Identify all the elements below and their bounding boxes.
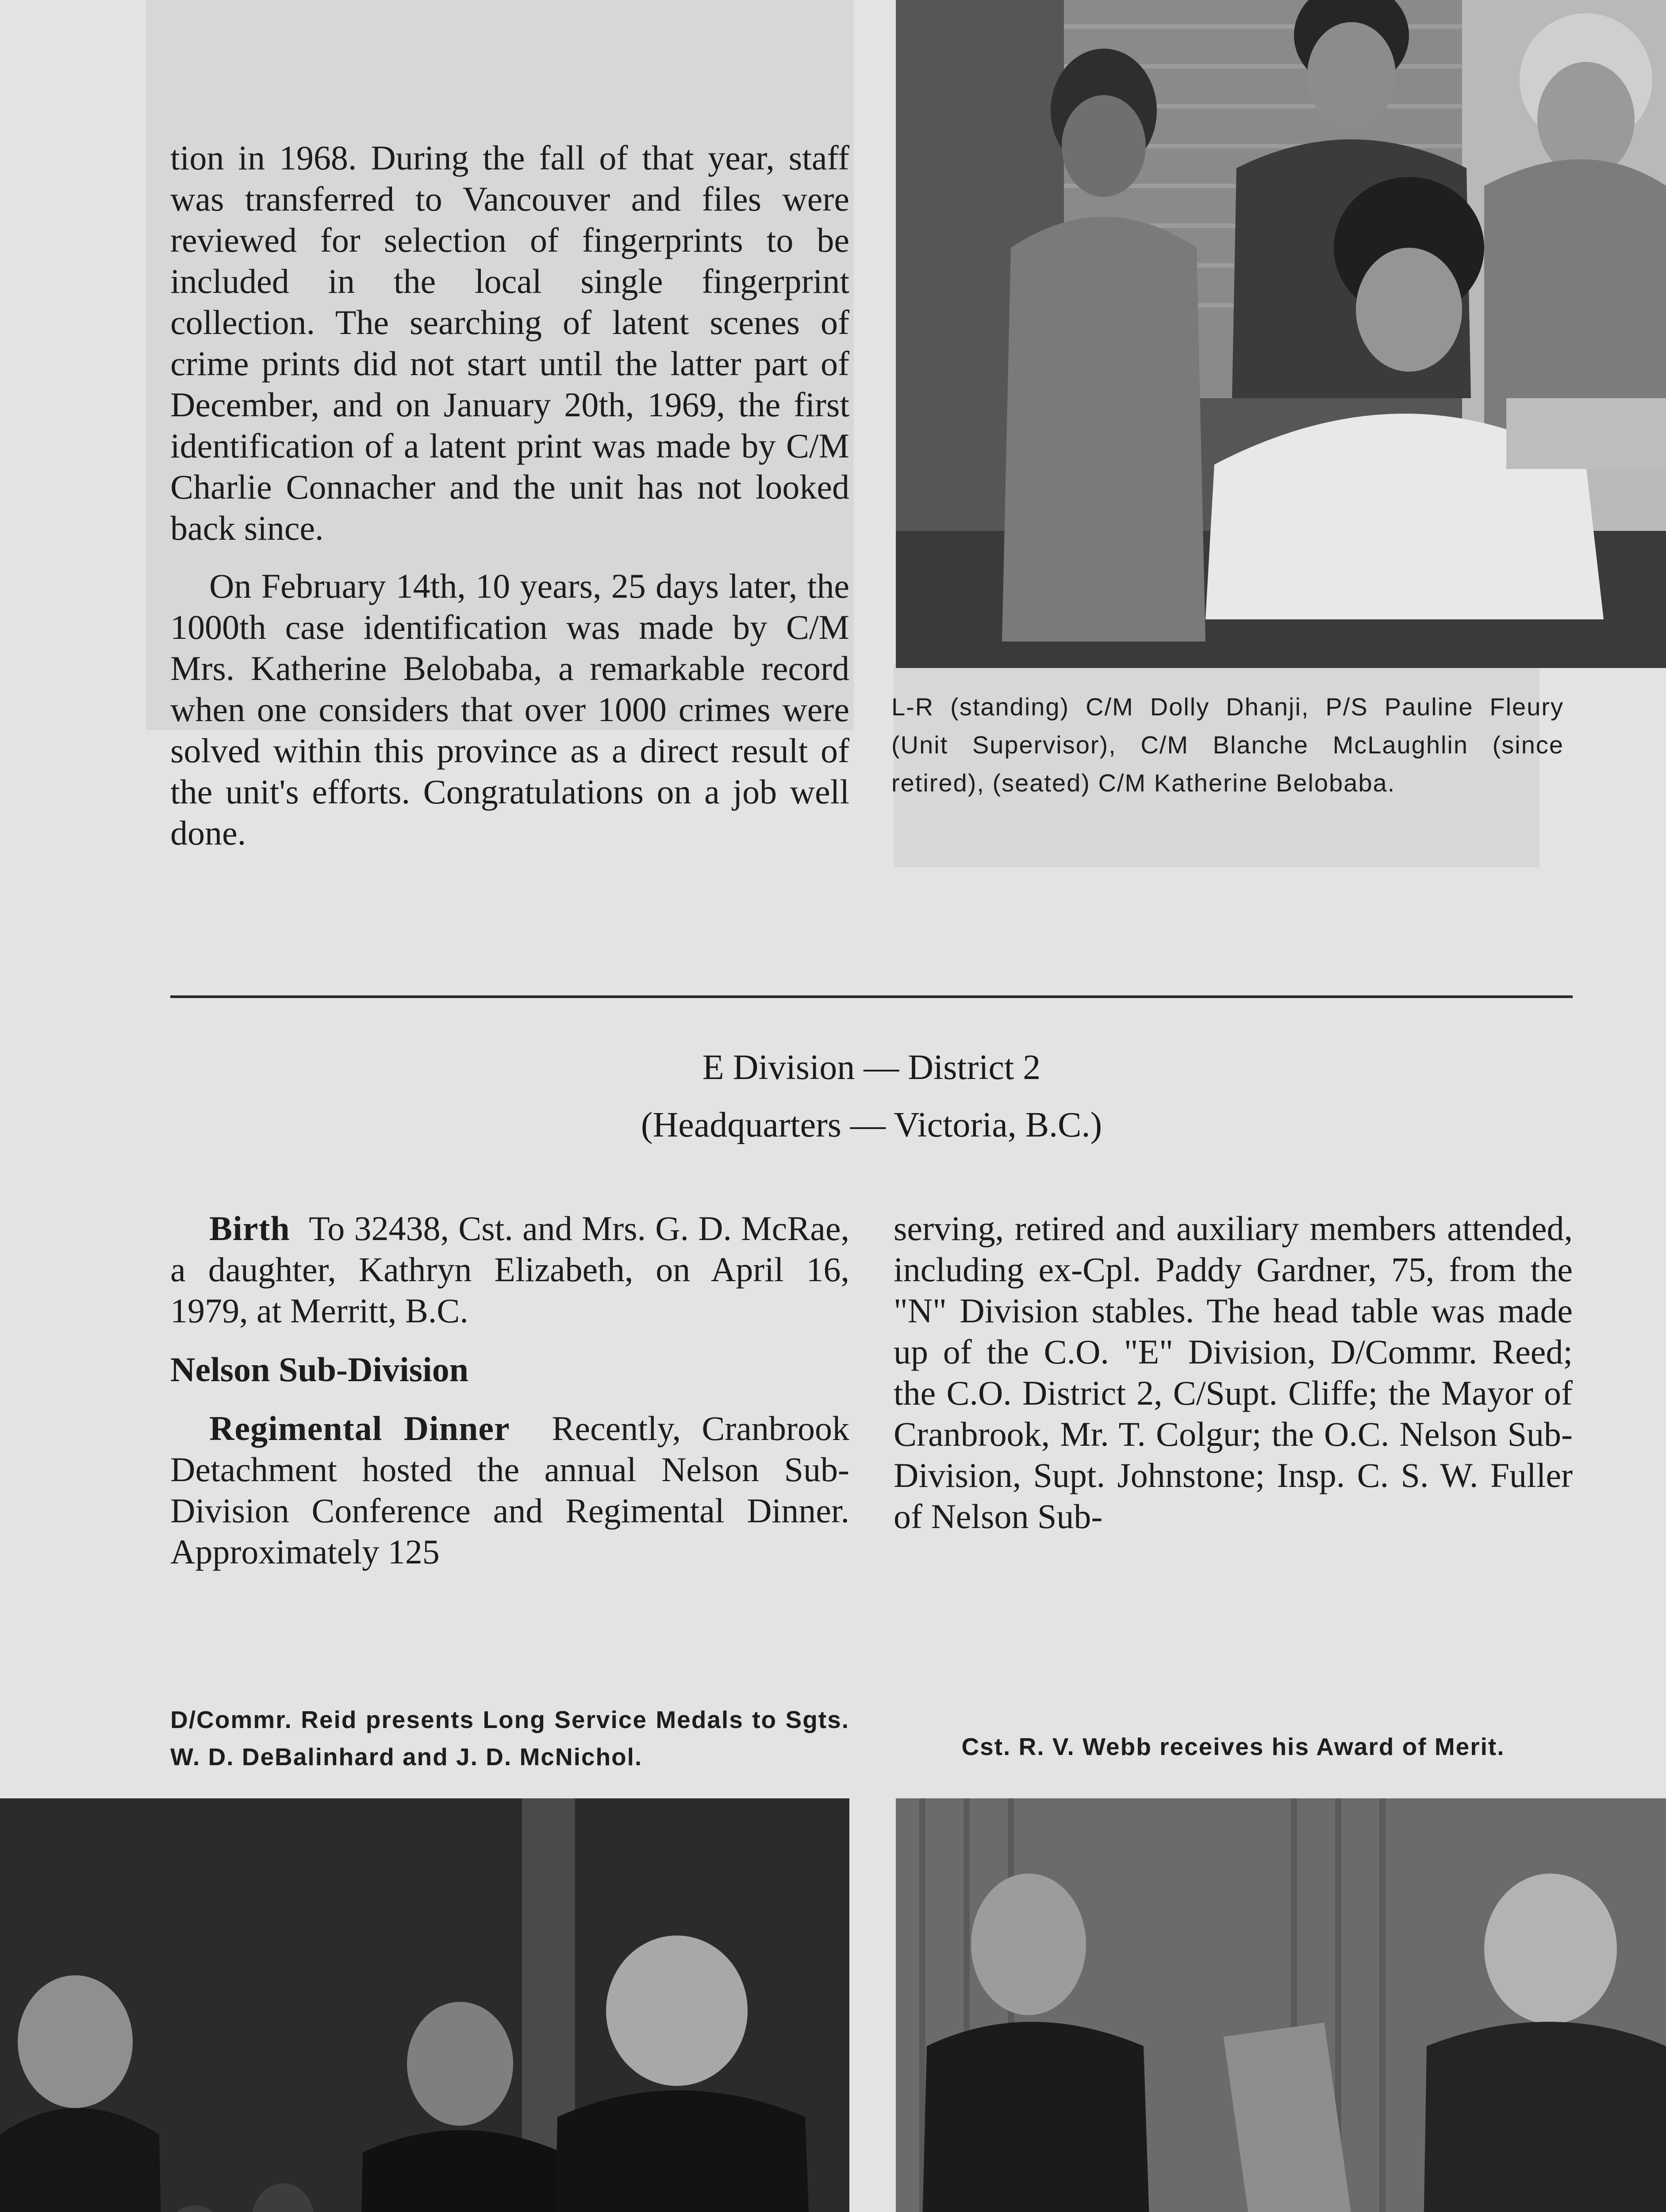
section-subtitle: (Headquarters — Victoria, B.C.) (641, 1106, 1102, 1144)
dinner-text: Recently, Cranbrook Detachment hosted the annual Nelson Sub-Division Conference and Regimental Dinner. Approximately 125 (170, 1409, 850, 1571)
top-article-paragraph-2: On February 14th, 10 years, 25 days later, the 1000th case identification was made by C/M Mrs. Katherine Belobaba, a remarkable record when one considers that over 1000 crimes were solved within this province as a direct result of the unit's efforts. Congratulations on a job well done. (170, 567, 849, 852)
dinner-lead: Regimental Dinner (209, 1409, 510, 1448)
top-article-paragraph-1: tion in 1968. During the fall of that year, staff was transferred to Vancouver and files were reviewed for selection of fingerprints to be included in the local single fingerprint collection. The searching of latent scenes of crime prints did not start until the latter part of December, and on January 20th, 1969, the first identification of a latent print was made by C/M Charlie Connacher and the unit has not looked back since. (170, 138, 849, 547)
top-photo-caption: L-R (standing) C/M Dolly Dhanji, P/S Pauline Fleury (Unit Supervisor), C/M Blanche McLaughlin (since retired), (seated) C/M Katherine Belobaba. (891, 693, 1564, 797)
bottom-left-photo (0, 1798, 849, 2212)
birth-paragraph (170, 1208, 849, 1331)
top-photo-image (896, 0, 1666, 668)
bottom-right-caption: Cst. R. V. Webb receives his Award of Merit. (961, 1733, 1505, 1760)
section-title: E Division — District 2 (702, 1048, 1041, 1087)
bottom-left-caption: D/Commr. Reid presents Long Service Medals to Sgts. W. D. DeBalinhard and J. D. McNichol. (170, 1706, 849, 1770)
right-column-text: serving, retired and auxiliary members attended, including ex-Cpl. Paddy Gardner, 75, from the "N" Division stables. The head table was made up of the C.O. "E" Division, D/Commr. Reed; the C.O. District 2, C/Supt. Cliffe; the Mayor of Cranbrook, Mr. T. Colgur; the O.C. Nelson Sub-Division, Supt. Johnstone; Insp. C. S. W. Fuller of Nelson Sub- (894, 1209, 1573, 1536)
subheading-nelson: Nelson Sub-Division (170, 1350, 469, 1389)
bottom-right-photo-image (896, 1798, 1666, 2212)
section-divider (170, 995, 1573, 998)
top-article (170, 137, 849, 853)
top-photo (896, 0, 1666, 668)
bottom-left-photo-image (0, 1798, 849, 2212)
left-column (170, 1208, 849, 1572)
birth-lead: Birth (209, 1209, 290, 1248)
bottom-right-photo (896, 1798, 1666, 2212)
birth-text: To 32438, Cst. and Mrs. G. D. McRae, a daughter, Kathryn Elizabeth, on April 16, 1979, at Merritt, B.C. (170, 1209, 850, 1330)
right-column (894, 1208, 1573, 1537)
dinner-paragraph (170, 1408, 849, 1572)
